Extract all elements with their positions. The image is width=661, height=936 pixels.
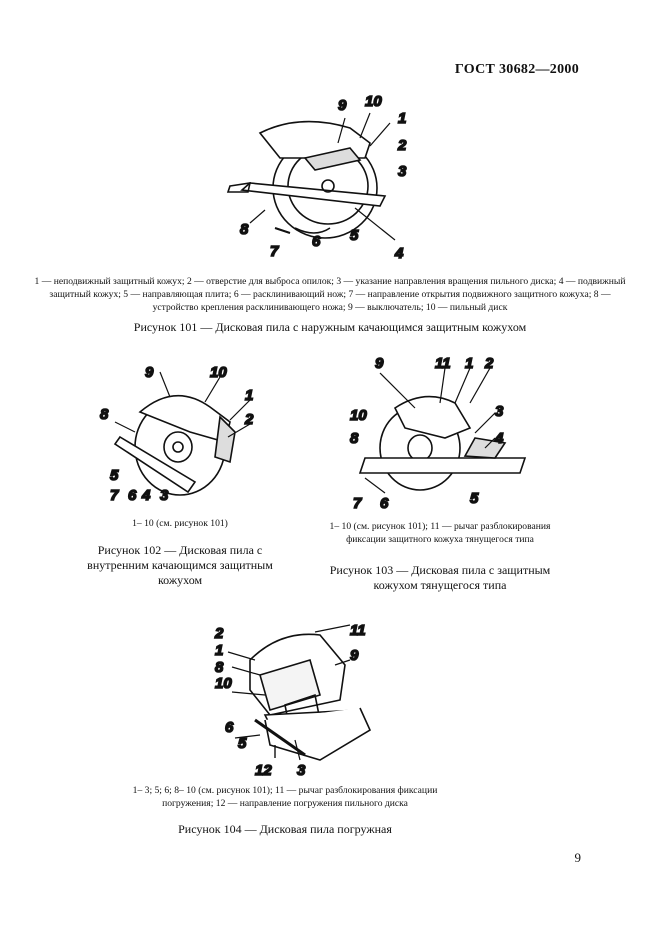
- label-8: 8: [350, 430, 359, 447]
- label-3: 3: [160, 487, 169, 504]
- label-10: 10: [215, 675, 232, 692]
- figure-101-caption: Рисунок 101 — Дисковая пила с наружным качающимся защитным кожухом: [133, 320, 527, 334]
- label-3: 3: [495, 403, 504, 420]
- figure-102-drawing: [100, 362, 270, 512]
- label-1: 1: [245, 387, 254, 404]
- label-11: 11: [350, 622, 366, 639]
- label-1: 1: [215, 642, 224, 659]
- label-2: 2: [485, 355, 494, 372]
- label-1: 1: [465, 355, 474, 372]
- label-4: 4: [495, 430, 504, 447]
- figure-101-drawing: [220, 88, 420, 268]
- label-7: 7: [270, 243, 279, 260]
- label-6: 6: [312, 233, 321, 250]
- label-10: 10: [365, 93, 382, 110]
- label-6: 6: [128, 487, 137, 504]
- label-6: 6: [380, 495, 389, 512]
- figure-102-legend: 1– 10 (см. рисунок 101): [132, 518, 228, 529]
- page-number: 9: [574, 850, 581, 865]
- figure-103-caption: Рисунок 103 — Дисковая пила с защитным кожухом тянущегося типа: [329, 563, 551, 592]
- figure-104-drawing: [210, 620, 380, 780]
- label-10: 10: [210, 364, 227, 381]
- figure-104-legend: 1– 3; 5; 6; 8– 10 (см. рисунок 101); 11 — рычаг разблокирования фиксации погружения; 12 — направление погружения пильного диска: [132, 785, 438, 809]
- label-11: 11: [435, 355, 451, 372]
- label-7: 7: [110, 487, 119, 504]
- label-9: 9: [338, 97, 347, 114]
- label-8: 8: [100, 406, 109, 423]
- figure-103-drawing: [345, 348, 545, 513]
- label-5: 5: [238, 735, 247, 752]
- label-7: 7: [353, 495, 362, 512]
- label-10: 10: [350, 407, 367, 424]
- label-2: 2: [398, 137, 407, 154]
- label-4: 4: [395, 245, 404, 262]
- label-9: 9: [375, 355, 384, 372]
- label-2: 2: [215, 625, 224, 642]
- figure-103-legend: 1– 10 (см. рисунок 101); 11 — рычаг разблокирования фиксации защитного кожуха тянущегося типа: [329, 521, 551, 545]
- label-8: 8: [240, 221, 249, 238]
- label-3: 3: [297, 762, 306, 779]
- standard-header: ГОСТ 30682—2000: [454, 62, 579, 77]
- label-4: 4: [142, 487, 151, 504]
- label-2: 2: [245, 411, 254, 428]
- figure-102-caption: Рисунок 102 — Дисковая пила с внутренним качающимся защитным кожухом: [87, 543, 273, 587]
- label-1: 1: [398, 110, 407, 127]
- label-6: 6: [225, 719, 234, 736]
- label-8: 8: [215, 659, 224, 676]
- label-5: 5: [110, 467, 119, 484]
- label-5: 5: [470, 490, 479, 507]
- label-9: 9: [350, 647, 359, 664]
- label-9: 9: [145, 364, 154, 381]
- figure-101-legend: 1 — неподвижный защитный кожух; 2 — отверстие для выброса опилок; 3 — указание направления вращения пильного диска; 4 — подвижный защитный кожух; 5 — направляющая плита; 6 — расклинивающий нож; 7 — направление открытия подвижного защитного кожуха; 8 — устройство крепления расклинивающего ножа; 9 — выключатель; 10 — пильный диск: [34, 276, 626, 313]
- label-3: 3: [398, 163, 407, 180]
- figure-104-caption: Рисунок 104 — Дисковая пила погружная: [178, 822, 392, 836]
- label-12: 12: [255, 762, 272, 779]
- label-5: 5: [350, 227, 359, 244]
